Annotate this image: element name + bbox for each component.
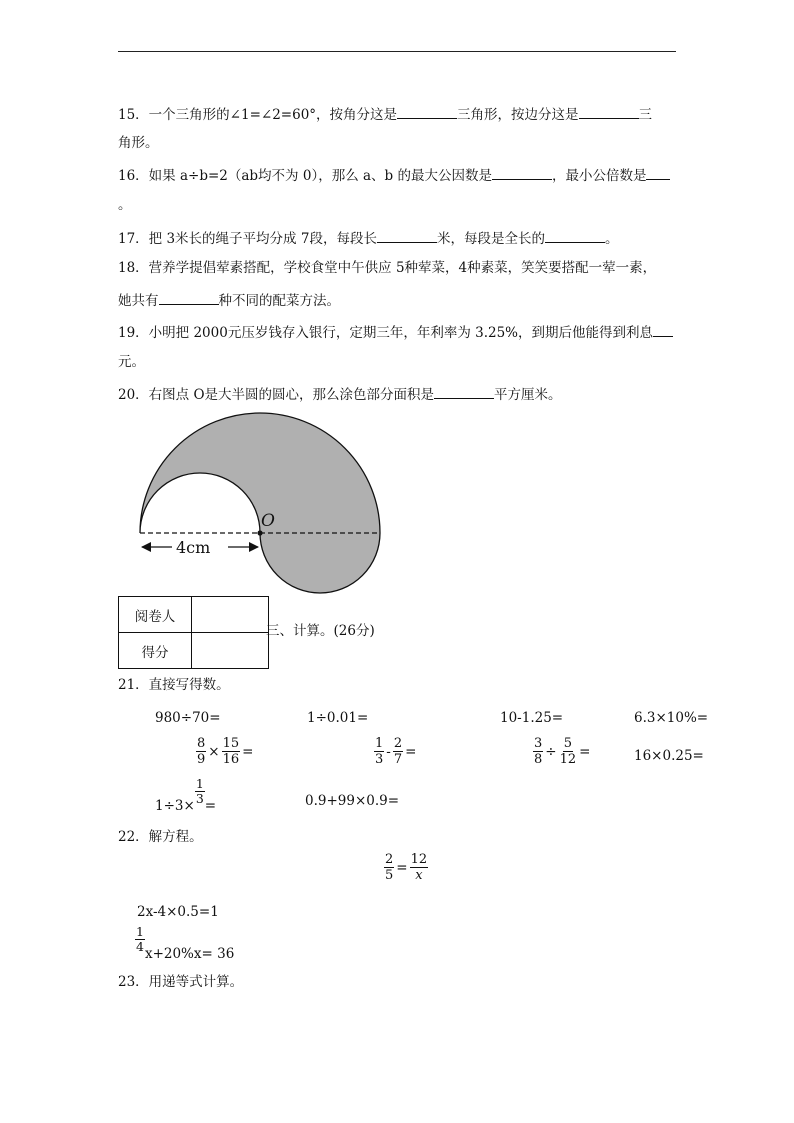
shaded-region	[140, 413, 380, 593]
center-point	[257, 530, 262, 535]
expression-3: 10-1.25=	[500, 710, 564, 726]
question-17: 17．把 3米长的绳子平均分成 7段，每段长 米，每段是全长的 。	[118, 228, 618, 248]
section-3-title: 三、计算。(26分)	[266, 623, 375, 639]
score-cell[interactable]	[192, 633, 269, 669]
question-16-line1: 16．如果 a÷b=2（ab均不为 0），那么 a、b 的最大公因数是 ，最小公倍数是	[118, 165, 670, 185]
left-arrowhead	[141, 542, 151, 552]
reviewer-cell[interactable]	[192, 597, 269, 633]
answer-blank[interactable]	[646, 165, 670, 180]
expression-8: 16×0.25=	[634, 748, 704, 764]
answer-blank[interactable]	[492, 165, 552, 180]
question-15-line1: 15．一个三角形的∠1=∠2=60°，按角分这是 三角形，按边分这是 三	[118, 104, 652, 124]
score-label: 得分	[119, 633, 192, 669]
question-19-line1: 19．小明把 2000元压岁钱存入银行，定期三年，年利率为 3.25%，到期后他能得到利息	[118, 322, 673, 342]
answer-blank[interactable]	[653, 322, 673, 337]
grading-table	[118, 596, 269, 669]
equation-3: $\frac{1}{4}$ x+20%x= 36	[136, 924, 235, 962]
expression-10: 0.9+99×0.9=	[305, 793, 400, 809]
expression-4: 6.3×10%=	[634, 710, 709, 726]
answer-blank[interactable]	[579, 104, 639, 119]
question-20: 20．右图点 O是大半圆的圆心，那么涂色部分面积是 平方厘米。	[118, 384, 562, 404]
equation-2: 2x-4×0.5=1	[137, 904, 219, 920]
reviewer-label: 阅卷人	[119, 597, 192, 633]
question-23-title: 23．用递等式计算。	[118, 974, 244, 990]
question-15-line2: 角形。	[118, 135, 159, 151]
answer-blank[interactable]	[434, 384, 494, 399]
expression-9: 1÷3× $\frac{1}{3}$ =	[155, 776, 217, 814]
length-label: 4cm	[176, 538, 211, 557]
point-o-label: O	[261, 511, 275, 531]
answer-blank[interactable]	[545, 228, 605, 243]
question-21-title: 21．直接写得数。	[118, 677, 230, 693]
expression-6: $\frac{1}{3}$ - $\frac{2}{7}$ =	[375, 736, 417, 767]
question-19-line2: 元。	[118, 354, 145, 370]
expression-1: 980÷70=	[155, 710, 221, 726]
equation-1: $\frac{2}{5}$ = $\frac{12}{x}$	[385, 852, 428, 883]
answer-blank[interactable]	[377, 228, 437, 243]
question-16-line2: 。	[118, 197, 132, 213]
answer-blank[interactable]	[397, 104, 457, 119]
semicircle-figure	[130, 405, 390, 595]
answer-blank[interactable]	[159, 290, 219, 305]
expression-5: $\frac{8}{9}$ × $\frac{15}{16}$ =	[197, 736, 254, 767]
question-18-line1: 18．营养学提倡荤素搭配，学校食堂中午供应 5种荤菜，4种素菜，笑笑要搭配一荤一素，	[118, 260, 657, 276]
expression-2: 1÷0.01=	[307, 710, 369, 726]
expression-7: $\frac{3}{8}$ ÷ $\frac{5}{12}$ =	[534, 736, 591, 767]
question-18-line2: 她共有 种不同的配菜方法。	[118, 290, 340, 310]
right-arrowhead	[249, 542, 259, 552]
header-rule	[118, 51, 676, 52]
question-22-title: 22．解方程。	[118, 829, 203, 845]
